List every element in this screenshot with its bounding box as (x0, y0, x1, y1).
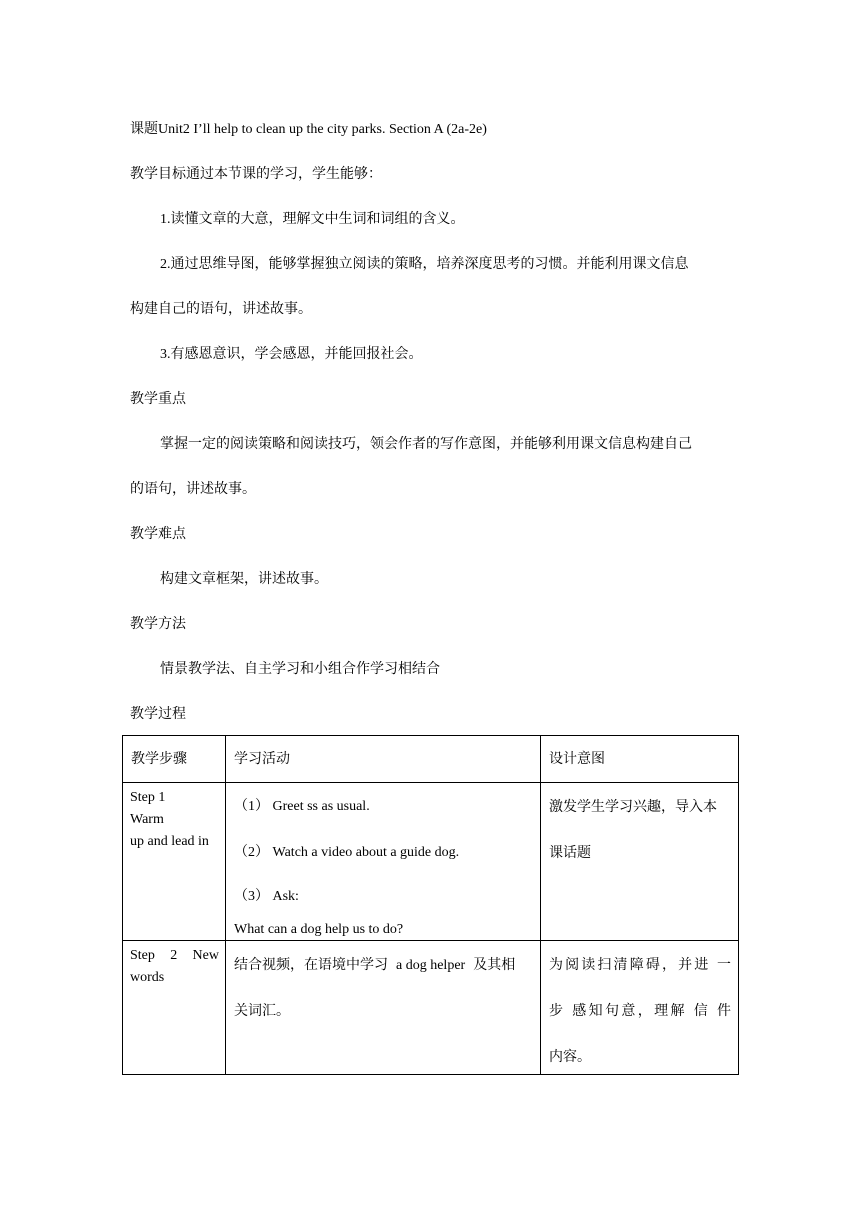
lesson-title (130, 119, 487, 140)
column-header-step: 教学步骤 (123, 736, 226, 783)
activity-line: 关词汇。 (234, 1003, 290, 1019)
objectives-heading: 教学目标通过本节课的学习，学生能够： (130, 166, 382, 182)
key-points-text-line2: 的语句，讲述故事。 (130, 481, 256, 497)
process-heading: 教学过程 (130, 706, 186, 722)
intent-line: 激发学生学习兴趣，导入本 (549, 799, 717, 815)
activity-cell (226, 941, 541, 1075)
methods-heading: 教学方法 (130, 616, 186, 632)
objective-item-1 (160, 209, 465, 230)
step-line: Step 2 New (130, 948, 219, 963)
step-line: words (130, 970, 165, 985)
difficulties-heading: 教学难点 (130, 526, 186, 542)
objective-item-3 (160, 344, 423, 365)
objective-text: 通过思维导图，能够掌握独立阅读的策略，培养深度思考的习惯。并能利用课文信息 (170, 256, 689, 272)
step-line: Step 1 (130, 790, 166, 805)
table-row (123, 783, 739, 941)
objective-text: 有感恩意识，学会感恩，并能回报社会。 (170, 346, 423, 362)
column-header-intent: 设计意图 (541, 736, 739, 783)
objective-text: 读懂文章的大意，理解文中生词和词组的含义。 (170, 211, 465, 227)
activity-item: （2） Watch a video about a guide dog. (234, 845, 460, 860)
activity-line: 结合视频，在语境中学习 a dog helper 及其相 (234, 957, 516, 973)
difficulties-text: 构建文章框架，讲述故事。 (160, 571, 328, 587)
key-points-heading: 教学重点 (130, 391, 186, 407)
objective-number: 1. (160, 212, 171, 227)
objective-item-2 (160, 254, 689, 275)
process-table (122, 735, 739, 1075)
key-points-text-line1: 掌握一定的阅读策略和阅读技巧，领会作者的写作意图，并能够利用课文信息构建自己 (160, 436, 692, 452)
activity-item: （1） Greet ss as usual. (234, 799, 370, 814)
column-header-activity: 学习活动 (226, 736, 541, 783)
activity-item: What can a dog help us to do? (234, 922, 404, 937)
intent-line: 课话题 (549, 845, 591, 861)
lesson-title-prefix: 课题 (130, 121, 158, 137)
intent-line: 内容。 (549, 1049, 591, 1065)
objective-number: 3. (160, 347, 171, 362)
intent-line: 步 感知句意，理解 信 件 (549, 1003, 731, 1019)
step-line: Warm (130, 812, 164, 827)
lesson-title-text: Unit2 I’ll help to clean up the city parks. Section A (2a-2e) (158, 122, 487, 137)
table-header-row (123, 736, 739, 783)
activity-item: （3） Ask: (234, 889, 299, 904)
intent-line: 为阅读扫清障碍，并进 一 (549, 957, 731, 973)
step-cell (123, 783, 226, 941)
activity-cell (226, 783, 541, 941)
methods-text: 情景教学法、自主学习和小组合作学习相结合 (160, 661, 440, 677)
objective-item-2-continued: 构建自己的语句，讲述故事。 (130, 301, 312, 317)
table-row (123, 941, 739, 1075)
step-cell (123, 941, 226, 1075)
intent-cell (541, 941, 739, 1075)
step-line: up and lead in (130, 834, 209, 849)
objective-number: 2. (160, 257, 171, 272)
intent-cell (541, 783, 739, 941)
